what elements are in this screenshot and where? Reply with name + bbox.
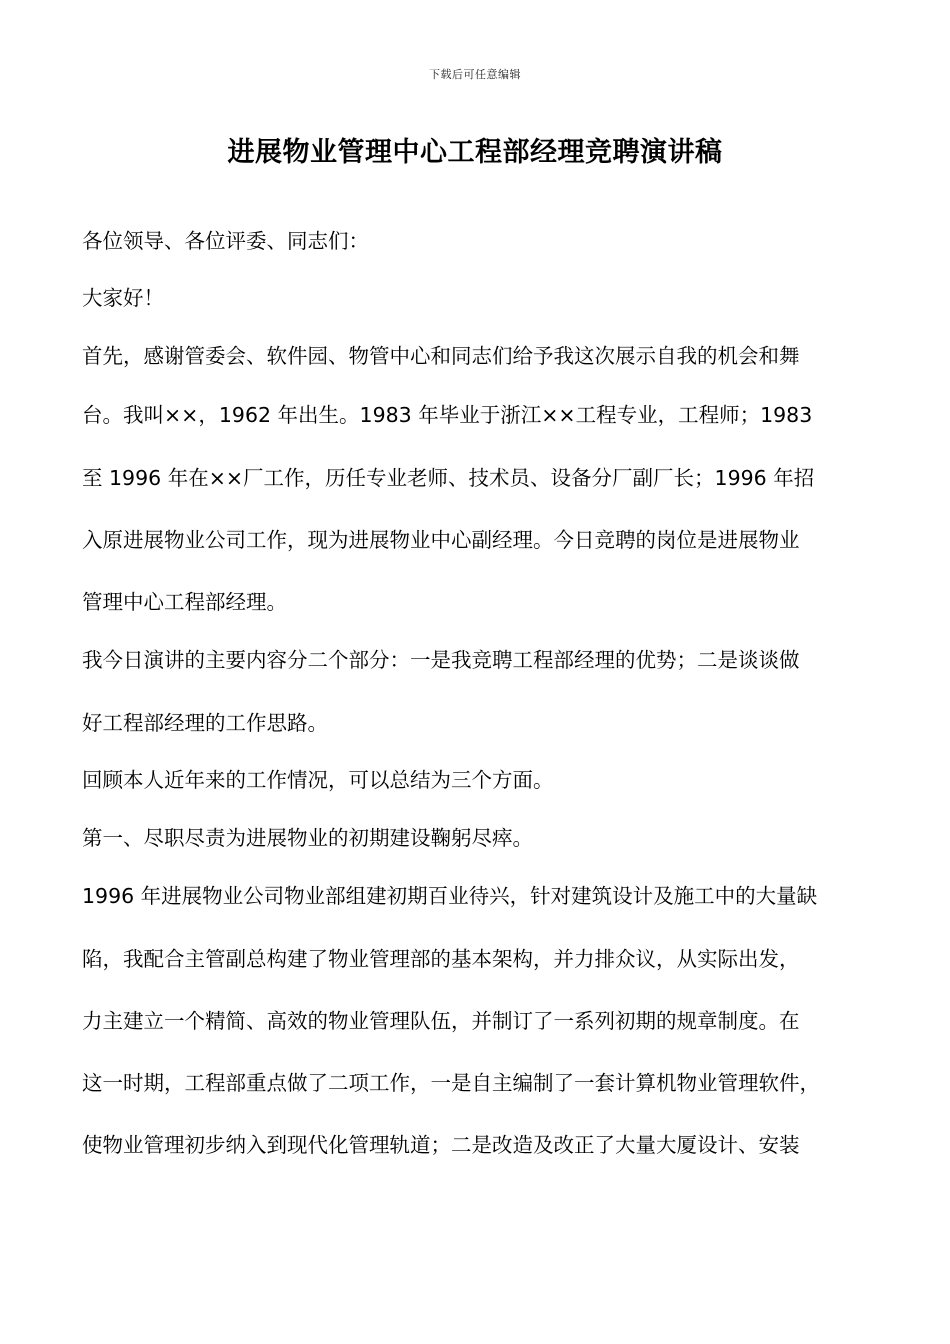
- header-note: 下载后可任意编辑: [429, 68, 521, 81]
- paragraph-line: 这一时期，工程部重点做了二项工作，一是自主编制了一套计算机物业管理软件，: [82, 1071, 820, 1095]
- paragraph-line: 各位领导、各位评委、同志们：: [82, 229, 369, 253]
- paragraph-line: 陷，我配合主管副总构建了物业管理部的基本架构，并力排众议，从实际出发，: [82, 947, 800, 971]
- paragraph-line: 回顾本人近年来的工作情况，可以总结为三个方面。: [82, 768, 554, 792]
- paragraph-line: 使物业管理初步纳入到现代化管理轨道；二是改造及改正了大量大厦设计、安装: [82, 1133, 800, 1157]
- paragraph-line: 1996 年进展物业公司物业部组建初期百业待兴，针对建筑设计及施工中的大量缺: [82, 884, 818, 908]
- paragraph-line: 第一、尽职尽责为进展物业的初期建设鞠躬尽瘁。: [82, 826, 533, 850]
- paragraph-line: 力主建立一个精简、高效的物业管理队伍，并制订了一系列初期的规章制度。在: [82, 1009, 800, 1033]
- paragraph-line: 我今日演讲的主要内容分二个部分：一是我竞聘工程部经理的优势；二是谈谈做: [82, 648, 800, 672]
- document-title: 进展物业管理中心工程部经理竞聘演讲稿: [227, 137, 723, 168]
- paragraph-line: 管理中心工程部经理。: [82, 590, 287, 614]
- paragraph-line: 台。我叫××，1962 年出生。1983 年毕业于浙江××工程专业，工程师；1983: [82, 403, 813, 427]
- paragraph-line: 大家好！: [82, 286, 164, 310]
- paragraph-line: 入原进展物业公司工作，现为进展物业中心副经理。今日竞聘的岗位是进展物业: [82, 528, 800, 552]
- paragraph-line: 首先，感谢管委会、软件园、物管中心和同志们给予我这次展示自我的机会和舞: [82, 344, 800, 368]
- paragraph-line: 至 1996 年在××厂工作，历任专业老师、技术员、设备分厂副厂长；1996 年招: [82, 466, 815, 490]
- paragraph-line: 好工程部经理的工作思路。: [82, 711, 328, 735]
